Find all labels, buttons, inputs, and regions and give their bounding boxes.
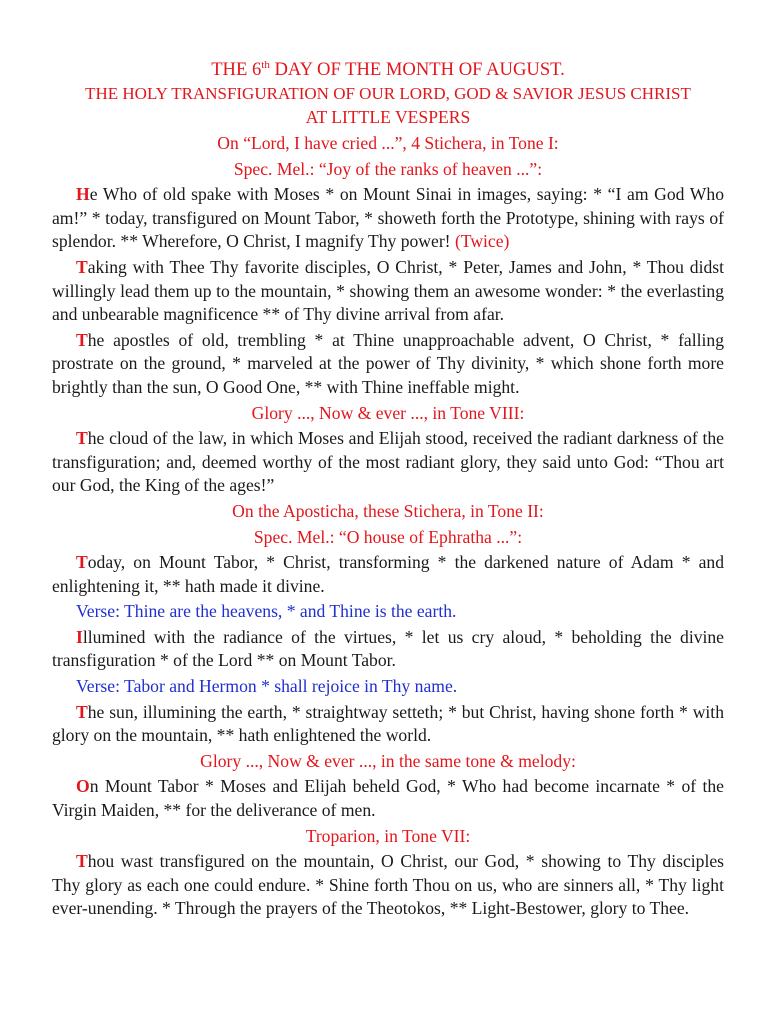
doxastikon xyxy=(52,427,724,498)
sticheron-text: oday, on Mount Tabor, * Christ, transforming * the darkened nature of Adam * and enlightening it, ** hath made it divine. xyxy=(52,552,724,596)
drop-initial: T xyxy=(76,256,88,277)
sticheron-text: aking with Thee Thy favorite disciples, O Christ, * Peter, James and John, * Thou didst willingly lead them up to the mountain, * showing them an awesome wonder: * the everlasting and unbearable magnificence ** of Thy divine arrival from afar. xyxy=(52,256,724,325)
service-title: AT LITTLE VESPERS xyxy=(305,107,471,127)
drop-initial: H xyxy=(76,184,90,205)
rubric-special-melody-2: Spec. Mel.: “O house of Ephratha ...”: xyxy=(253,526,523,547)
sticheron-2 xyxy=(52,256,724,327)
rubric-special-melody-1: Spec. Mel.: “Joy of the ranks of heaven ...”: xyxy=(233,158,543,179)
aposticha-doxastikon xyxy=(52,775,724,822)
rubric-troparion: Troparion, in Tone VII: xyxy=(305,825,471,846)
rubric-aposticha: On the Aposticha, these Stichera, in Tone II: xyxy=(232,500,544,521)
drop-initial: T xyxy=(76,428,88,449)
rubric-lord-i-have-cried: On “Lord, I have cried ...”, 4 Stichera, in Tone I: xyxy=(217,133,559,153)
rubric-glory-now-2: Glory ..., Now & ever ..., in the same tone & melody: xyxy=(200,750,576,771)
document-page xyxy=(52,58,724,921)
aposticha-1 xyxy=(52,551,724,598)
sticheron-text: he apostles of old, trembling * at Thine unapproachable advent, O Christ, * falling prostrate on the ground, * marveled at the power of Thy divinity, * which shone forth more brightly than the sun, O Good One, ** with Thine ineffable might. xyxy=(52,329,724,397)
verse-2: Verse: Tabor and Hermon * shall rejoice in Thy name. xyxy=(76,676,458,697)
verse-1: Verse: Thine are the heavens, * and Thine is the earth. xyxy=(76,601,457,622)
title-suffix: DAY OF THE MONTH OF AUGUST. xyxy=(269,59,565,80)
rubric-glory-now-1: Glory ..., Now & ever ..., in Tone VIII: xyxy=(251,402,525,423)
twice-note: (Twice) xyxy=(454,231,510,252)
sticheron-text: n Mount Tabor * Moses and Elijah beheld God, * Who had become incarnate * of the Virgin Maiden, ** for the deliverance of men. xyxy=(52,776,724,821)
title-prefix: THE 6 xyxy=(211,59,262,80)
title-superscript: th xyxy=(261,58,270,71)
sticheron-1 xyxy=(52,183,724,254)
drop-initial: T xyxy=(76,552,88,573)
drop-initial: I xyxy=(76,626,83,647)
sticheron-text: he sun, illumining the earth, * straightway setteth; * but Christ, having shone forth * with glory on the mountain, ** hath enlightened the world. xyxy=(52,701,724,746)
sticheron-text: llumined with the radiance of the virtues, * let us cry aloud, * beholding the divine transfiguration * of the Lord ** on Mount Tabor. xyxy=(52,626,724,671)
sticheron-text: he cloud of the law, in which Moses and Elijah stood, received the radiant darkness of the transfiguration; and, deemed worthy of the most radiant glory, they said unto God: “Thou art our God, the King of the ages!” xyxy=(52,428,724,496)
aposticha-2 xyxy=(52,626,724,673)
troparion xyxy=(52,850,724,921)
sticheron-text: hou wast transfigured on the mountain, O Christ, our God, * showing to Thy disciples Thy glory as each one could endure. * Shine forth Thou on us, who are sinners all, * Thy light ever-unending. * Through the prayers of the Theotokos, ** Light-Bestower, glory to Thee. xyxy=(52,851,724,919)
drop-initial: T xyxy=(76,329,88,350)
sticheron-text: e Who of old spake with Moses * on Mount Sinai in images, saying: * “I am God Who am!” * today, transfigured on Mount Tabor, * showeth forth the Prototype, shining with rays of splendor. ** Wherefore, O Christ, I magnify Thy power! xyxy=(52,184,724,252)
aposticha-3 xyxy=(52,701,724,748)
drop-initial: O xyxy=(76,776,90,797)
document-title xyxy=(52,58,724,82)
drop-initial: T xyxy=(76,701,88,722)
drop-initial: T xyxy=(76,851,88,872)
feast-title: THE HOLY TRANSFIGURATION OF OUR LORD, GOD & SAVIOR JESUS CHRIST xyxy=(85,84,691,103)
sticheron-3 xyxy=(52,329,724,400)
